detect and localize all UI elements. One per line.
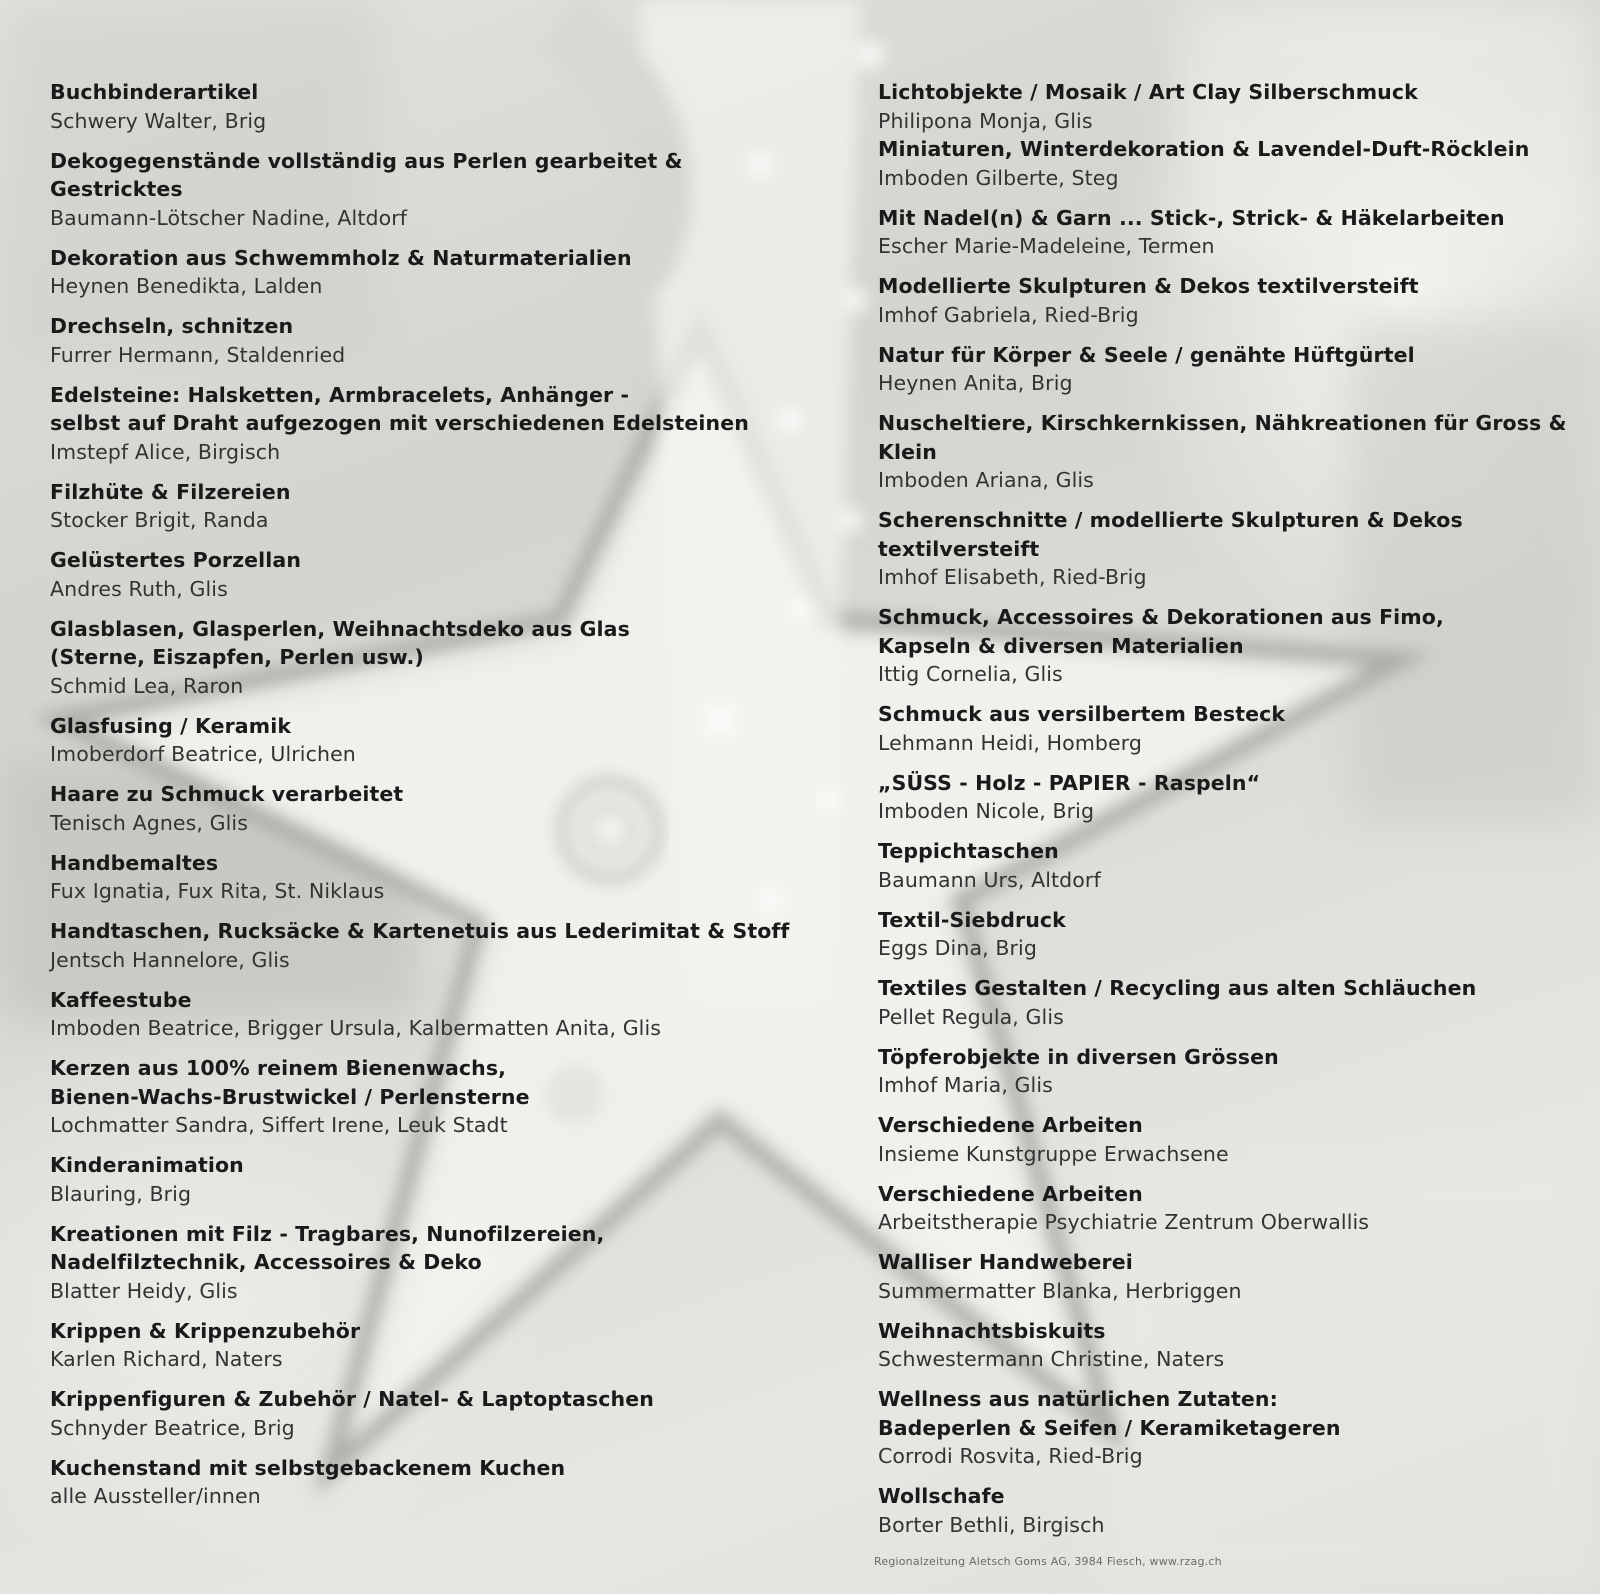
list-item: [50, 615, 810, 701]
category-title: Kinderanimation: [50, 1153, 244, 1177]
exhibitor-list-right: [878, 78, 1578, 1551]
list-item: [878, 1385, 1578, 1471]
list-item: [878, 1482, 1578, 1539]
category-title: Nuscheltiere, Kirschkernkissen, Nähkreationen für Gross & Klein: [878, 411, 1567, 464]
list-item: [878, 1043, 1578, 1100]
exhibitor-name: Furrer Hermann, Staldenried: [50, 342, 346, 367]
category-title: Schmuck, Accessoires & Dekorationen aus Fimo, Kapseln & diversen Materialien: [878, 605, 1444, 658]
exhibitor-name: Heynen Anita, Brig: [878, 371, 1073, 395]
exhibitor-name: Lehmann Heidi, Homberg: [878, 730, 1142, 755]
category-title: Kreationen mit Filz - Tragbares, Nunofilzereien, Nadelfilztechnik, Accessoires & Deko: [50, 1221, 605, 1274]
list-item: [50, 244, 810, 301]
category-title: Kaffeestube: [50, 987, 192, 1012]
list-item: [50, 712, 810, 769]
category-title: Textil-Siebdruck: [878, 907, 1066, 932]
list-item: [50, 849, 810, 906]
exhibitor-name: Corrodi Rosvita, Ried-Brig: [878, 1444, 1143, 1468]
category-title: Dekoration aus Schwemmholz & Naturmaterialien: [50, 245, 632, 270]
category-title: Dekogegenstände vollständig aus Perlen gearbeitet & Gestricktes: [50, 148, 683, 201]
category-title: Buchbinderartikel: [50, 80, 259, 104]
exhibitor-name: Imhof Elisabeth, Ried-Brig: [878, 565, 1147, 589]
exhibitor-name: Philipona Monja, Glis: [878, 108, 1093, 133]
category-title: Verschiedene Arbeiten: [878, 1181, 1143, 1206]
category-title: Filzhüte & Filzereien: [50, 479, 291, 504]
category-title: Schmuck aus versilbertem Besteck: [878, 702, 1286, 726]
exhibitor-name: Summermatter Blanka, Herbriggen: [878, 1278, 1242, 1303]
category-title: Drechseln, schnitzen: [50, 314, 294, 338]
list-item: [50, 78, 810, 135]
exhibitor-name: Fux Ignatia, Fux Rita, St. Niklaus: [50, 879, 385, 903]
category-title: Haare zu Schmuck verarbeitet: [50, 782, 404, 806]
exhibitor-name: Schwestermann Christine, Naters: [878, 1347, 1225, 1371]
list-item: [878, 204, 1578, 261]
exhibitor-name: alle Aussteller/innen: [50, 1484, 261, 1508]
category-title: „SÜSS - Holz - PAPIER - Raspeln“: [878, 770, 1261, 795]
category-title: Wollschafe: [878, 1484, 1005, 1508]
exhibitor-name: Andres Ruth, Glis: [50, 576, 228, 601]
category-title: Wellness aus natürlichen Zutaten: Badeperlen & Seifen / Keramiketageren: [878, 1387, 1341, 1440]
list-item: [878, 341, 1578, 398]
list-item: [50, 381, 810, 467]
exhibitor-name: Lochmatter Sandra, Siffert Irene, Leuk Stadt: [50, 1113, 508, 1137]
exhibitor-name: Blauring, Brig: [50, 1181, 192, 1206]
category-title: Weihnachtsbiskuits: [878, 1318, 1106, 1343]
category-title: Handtaschen, Rucksäcke & Kartenetuis aus Lederimitat & Stoff: [50, 919, 790, 943]
list-item: [50, 1385, 810, 1442]
category-title: Krippen & Krippenzubehör: [50, 1318, 361, 1343]
exhibitor-name: Borter Bethli, Birgisch: [878, 1512, 1105, 1537]
list-item: [50, 478, 810, 535]
exhibitor-name: Insieme Kunstgruppe Erwachsene: [878, 1141, 1229, 1166]
list-item: [50, 1454, 810, 1511]
category-title: Edelsteine: Halsketten, Armbracelets, Anhänger - selbst auf Draht aufgezogen mit verschiedenen Edelsteinen: [50, 382, 749, 435]
exhibitor-name: Schnyder Beatrice, Brig: [50, 1415, 295, 1440]
exhibitor-name: Karlen Richard, Naters: [50, 1347, 283, 1371]
exhibitor-name: Jentsch Hannelore, Glis: [50, 947, 290, 972]
category-title: Miniaturen, Winterdekoration & Lavendel-Duft-Röcklein: [878, 137, 1530, 161]
list-item: [878, 1248, 1578, 1305]
list-item: [878, 506, 1578, 592]
list-item: [878, 1317, 1578, 1374]
list-item: [50, 1220, 810, 1306]
exhibitor-list-left: [50, 78, 810, 1522]
category-title: Scherenschnitte / modellierte Skulpturen & Dekos textilversteift: [878, 508, 1463, 561]
category-title: Glasfusing / Keramik: [50, 713, 292, 738]
list-item: [50, 1317, 810, 1374]
exhibitor-name: Blatter Heidy, Glis: [50, 1278, 238, 1303]
exhibitor-name: Heynen Benedikta, Lalden: [50, 274, 323, 298]
list-item: [878, 272, 1578, 329]
category-title: Gelüstertes Porzellan: [50, 548, 302, 572]
list-item: [50, 986, 810, 1043]
list-item: [50, 147, 810, 233]
exhibitor-name: Escher Marie-Madeleine, Termen: [878, 234, 1215, 258]
exhibitor-name: Baumann Urs, Altdorf: [878, 867, 1101, 892]
category-title: Glasblasen, Glasperlen, Weihnachtsdeko aus Glas (Sterne, Eiszapfen, Perlen usw.): [50, 616, 630, 669]
category-title: Modellierte Skulpturen & Dekos textilversteift: [878, 274, 1419, 298]
category-title: Teppichtaschen: [878, 839, 1059, 863]
category-title: Kuchenstand mit selbstgebackenem Kuchen: [50, 1455, 566, 1480]
exhibitor-name: Schwery Walter, Brig: [50, 108, 267, 133]
exhibitor-name: Imoberdorf Beatrice, Ulrichen: [50, 742, 356, 766]
list-item: [878, 78, 1578, 135]
category-title: Lichtobjekte / Mosaik / Art Clay Silberschmuck: [878, 80, 1418, 104]
exhibitor-name: Schmid Lea, Raron: [50, 673, 244, 698]
category-title: Handbemaltes: [50, 850, 219, 875]
exhibitor-name: Imboden Gilberte, Steg: [878, 165, 1119, 190]
list-item: [50, 780, 810, 837]
exhibitor-name: Eggs Dina, Brig: [878, 936, 1037, 960]
list-item: [878, 1180, 1578, 1237]
category-title: Krippenfiguren & Zubehör / Natel- & Laptoptaschen: [50, 1387, 654, 1411]
exhibitor-name: Stocker Brigit, Randa: [50, 508, 269, 532]
list-item: [878, 603, 1578, 689]
list-item: [50, 312, 810, 369]
publisher-footer: Regionalzeitung Aletsch Goms AG, 3984 Fiesch, www.rzag.ch: [874, 1555, 1222, 1568]
list-item: [878, 1111, 1578, 1168]
list-item: [878, 837, 1578, 894]
list-item: [878, 769, 1578, 826]
exhibitor-name: Imstepf Alice, Birgisch: [50, 439, 281, 464]
list-item: [878, 974, 1578, 1031]
list-item: [50, 1054, 810, 1140]
list-item: [50, 1151, 810, 1208]
exhibitor-name: Arbeitstherapie Psychiatrie Zentrum Oberwallis: [878, 1210, 1370, 1234]
list-item: [878, 135, 1578, 192]
exhibitor-name: Tenisch Agnes, Glis: [50, 810, 249, 835]
list-item: [50, 546, 810, 603]
exhibitor-name: Imboden Beatrice, Brigger Ursula, Kalbermatten Anita, Glis: [50, 1016, 662, 1040]
category-title: Textiles Gestalten / Recycling aus alten Schläuchen: [878, 976, 1477, 1000]
exhibitor-name: Imhof Gabriela, Ried-Brig: [878, 302, 1139, 327]
exhibitor-name: Imboden Ariana, Glis: [878, 468, 1094, 492]
exhibitor-name: Imboden Nicole, Brig: [878, 799, 1095, 823]
list-item: [878, 906, 1578, 963]
exhibitor-name: Imhof Maria, Glis: [878, 1073, 1053, 1097]
list-item: [878, 700, 1578, 757]
category-title: Verschiedene Arbeiten: [878, 1113, 1143, 1137]
category-title: Kerzen aus 100% reinem Bienenwachs, Bienen-Wachs-Brustwickel / Perlensterne: [50, 1056, 530, 1109]
category-title: Walliser Handweberei: [878, 1250, 1133, 1274]
category-title: Mit Nadel(n) & Garn ... Stick-, Strick- & Häkelarbeiten: [878, 205, 1505, 230]
category-title: Töpferobjekte in diversen Grössen: [878, 1044, 1279, 1069]
list-item: [878, 409, 1578, 495]
category-title: Natur für Körper & Seele / genähte Hüftgürtel: [878, 342, 1415, 367]
exhibitor-name: Pellet Regula, Glis: [878, 1004, 1064, 1029]
exhibitor-name: Ittig Cornelia, Glis: [878, 662, 1063, 686]
list-item: [50, 917, 810, 974]
exhibitor-name: Baumann-Lötscher Nadine, Altdorf: [50, 205, 408, 230]
